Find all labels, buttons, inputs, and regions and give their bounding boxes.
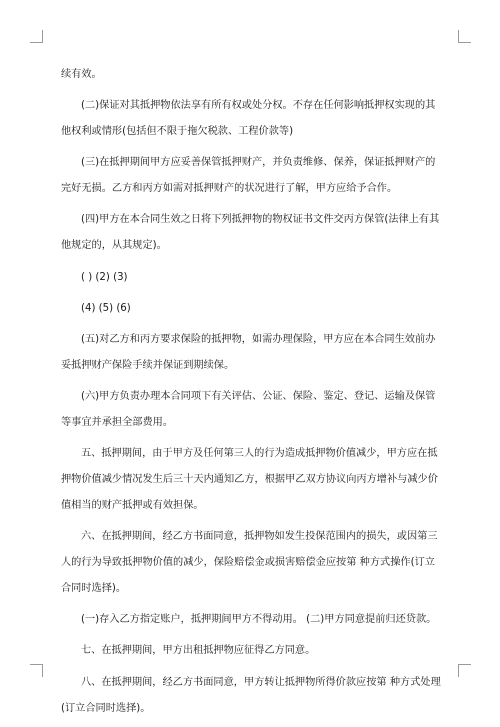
paragraph-article-5: 五、抵押期间，由于甲方及任何第三人的行为造成抵押物价值减少，甲方应在抵押物价值减少情况发生后三十天内通知乙方，根据甲乙双方协议向丙方增补与减少价值相当的财产抵押或有效担保。 — [61, 448, 438, 511]
paragraph-clause-6-fees: (六)甲方负责办理本合同项下有关评估、公证、保险、鉴定、登记、运输及保管等事宜并承担全部费用。 — [61, 391, 436, 429]
paragraph-list-4-6: (4) (5) (6) — [81, 302, 131, 314]
paragraph-list-1-3: ( ) (2) (3) — [81, 271, 128, 283]
crop-mark-top-right — [458, 30, 471, 43]
paragraph-article-6: 六、在抵押期间，经乙方书面同意，抵押物如发生投保范围内的损失，或因第三人的行为导致抵押物价值的减少，保险赔偿金或损害赔偿金应按第 种方式操作(订立合同时选择)。 — [61, 531, 438, 594]
crop-mark-bottom-left — [30, 664, 43, 677]
document-body — [61, 62, 441, 727]
paragraph-article-6-options: (一)存入乙方指定账户，抵押期间甲方不得动用。 (二)甲方同意提前归还贷款。 — [81, 614, 437, 626]
paragraph-clause-4: (四)甲方在本合同生效之日将下列抵押物的物权证书文件交丙方保管(法律上有其他规定的，从其规定)。 — [61, 214, 440, 252]
paragraph-continuation: 续有效。 — [61, 69, 102, 80]
paragraph-article-7: 七、在抵押期间，甲方出租抵押物应征得乙方同意。 — [81, 645, 316, 657]
paragraph-clause-2: (二)保证对其抵押物依法享有所有权或处分权。不存在任何影响抵押权实现的其他权利或情形(包括但不限于拖欠税款、工程价款等) — [61, 100, 436, 138]
crop-mark-top-left — [30, 30, 43, 43]
paragraph-clause-3: (三)在抵押期间甲方应妥善保管抵押财产，并负责维修、保养，保证抵押财产的完好无损。乙方和丙方如需对抵押财产的状况进行了解，甲方应给予合作。 — [61, 157, 436, 195]
paragraph-clause-5-insurance: (五)对乙方和丙方要求保险的抵押物，如需办理保险，甲方应在本合同生效前办妥抵押财产保险手续并保证到期续保。 — [61, 334, 436, 371]
crop-mark-bottom-right — [458, 664, 471, 677]
paragraph-article-8: 八、在抵押期间，经乙方书面同意，甲方转让抵押物所得价款应按第 种方式处理(订立合同时选择)。 — [61, 676, 441, 714]
